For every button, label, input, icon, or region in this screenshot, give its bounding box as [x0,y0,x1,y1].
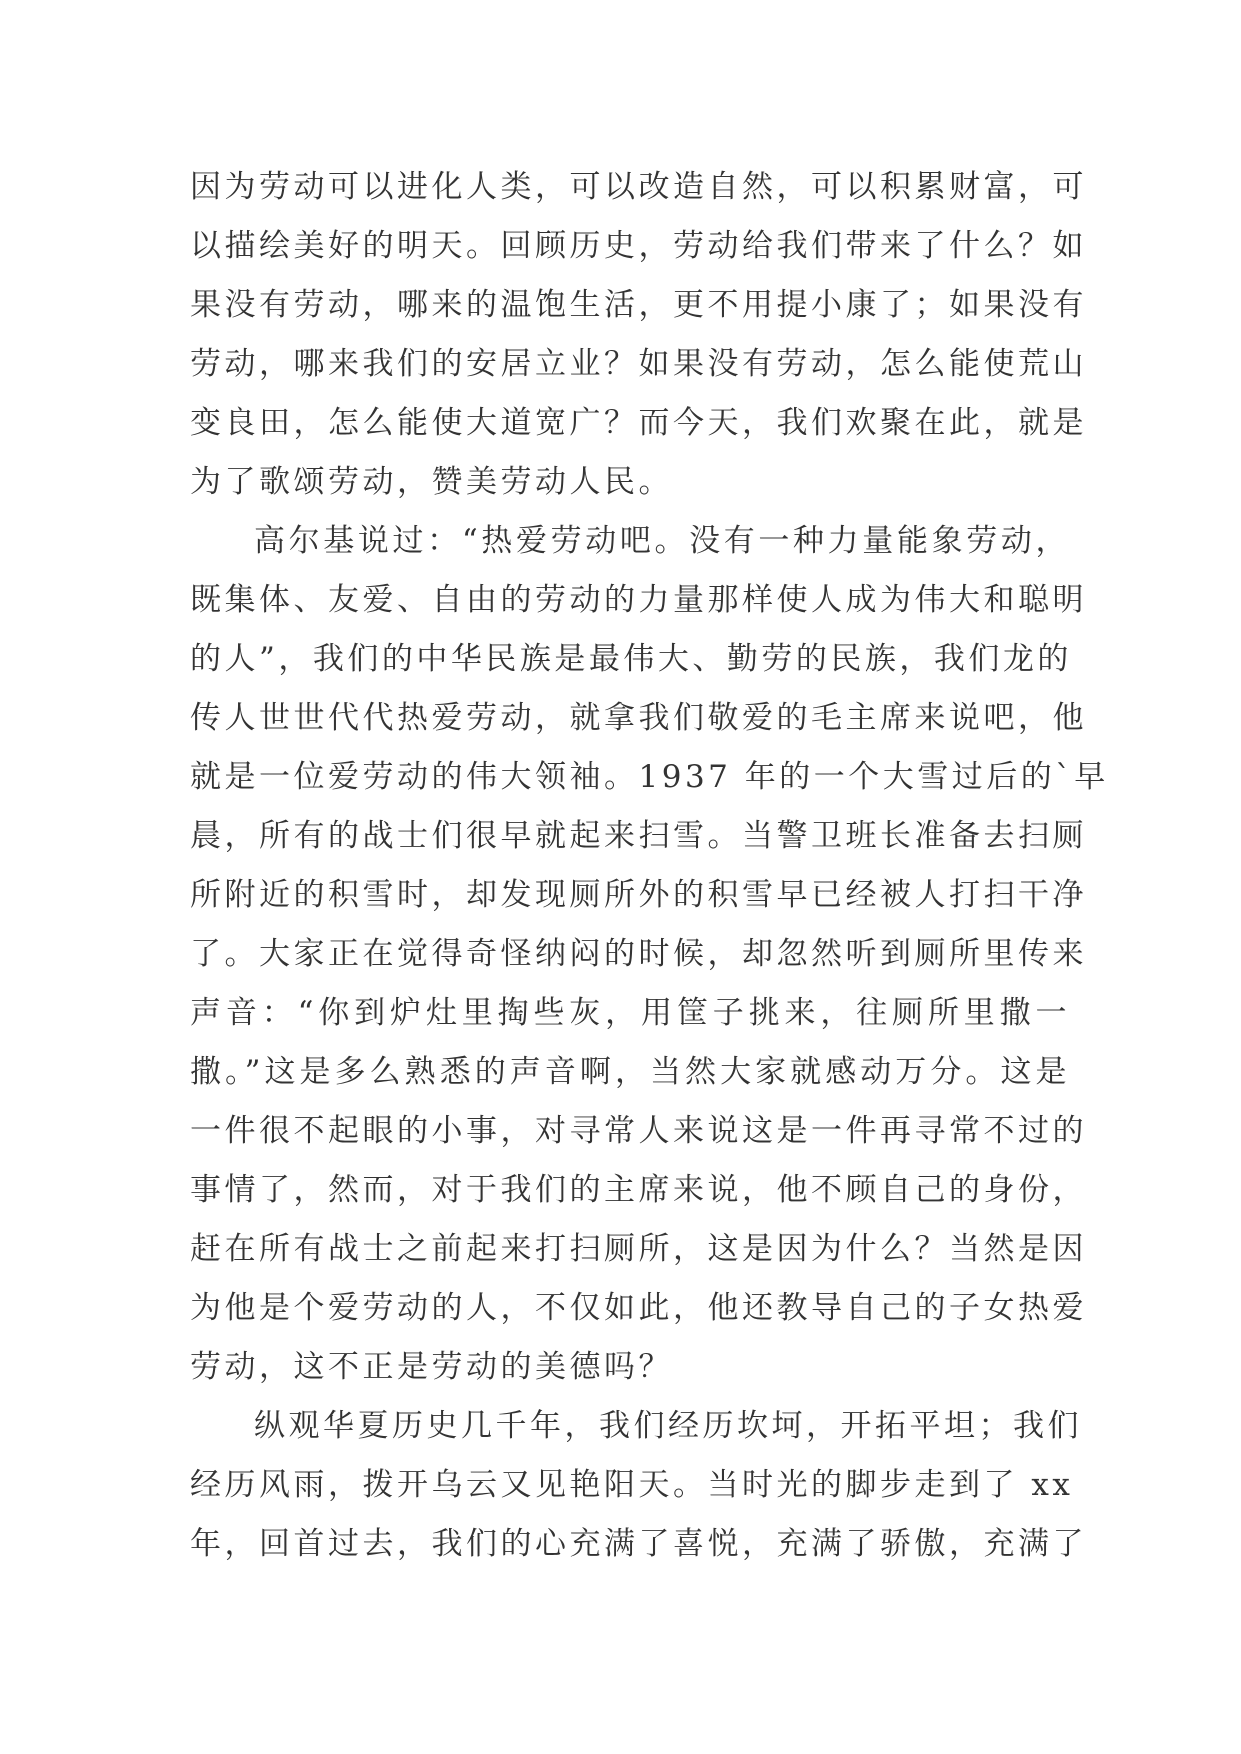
paragraph-line: 的人”，我们的中华民族是最伟大、勤劳的民族，我们龙的 [190,641,1072,677]
paragraph-line: 晨，所有的战士们很早就起来扫雪。当警卫班长准备去扫厕 [190,818,1087,854]
paragraph-line: 撒。”这是多么熟悉的声音啊，当然大家就感动万分。这是 [190,1054,1070,1090]
paragraph-line: 赶在所有战士之前起来打扫厕所，这是因为什么？当然是因 [190,1231,1087,1267]
paragraph-line: 劳动，哪来我们的安居立业？如果没有劳动，怎么能使荒山 [190,346,1087,382]
paragraph-line: 经历风雨，拨开乌云又见艳阳天。当时光的脚步走到了 xx [190,1467,1074,1503]
paragraph-line: 以描绘美好的明天。回顾历史，劳动给我们带来了什么？如 [190,228,1087,264]
paragraph-line: 变良田，怎么能使大道宽广？而今天，我们欢聚在此，就是 [190,405,1087,441]
paragraph-line: 年，回首过去，我们的心充满了喜悦，充满了骄傲，充满了 [190,1526,1087,1562]
paragraph-line: 为了歌颂劳动，赞美劳动人民。 [190,464,673,500]
body-text [190,158,1109,1574]
paragraph-line: 一件很不起眼的小事，对寻常人来说这是一件再寻常不过的 [190,1113,1087,1149]
paragraph-line: 所附近的积雪时，却发现厕所外的积雪早已经被人打扫干净 [190,877,1087,913]
paragraph-line: 纵观华夏历史几千年，我们经历坎坷，开拓平坦；我们 [254,1408,1082,1444]
paragraph-line: 声音：“你到炉灶里掏些灰，用筐子挑来，往厕所里撒一 [190,995,1070,1031]
paragraph-line: 高尔基说过：“热爱劳动吧。没有一种力量能象劳动， [254,523,1070,559]
paragraph-line: 既集体、友爱、自由的劳动的力量那样使人成为伟大和聪明 [190,582,1087,618]
paragraph-line: 了。大家正在觉得奇怪纳闷的时候，却忽然听到厕所里传来 [190,936,1087,972]
paragraph-line: 为他是个爱劳动的人，不仅如此，他还教导自己的子女热爱 [190,1290,1087,1326]
paragraph-line: 事情了，然而，对于我们的主席来说，他不顾自己的身份， [190,1172,1087,1208]
paragraph-line: 劳动，这不正是劳动的美德吗？ [190,1349,673,1385]
paragraph-line: 因为劳动可以进化人类，可以改造自然，可以积累财富，可 [190,169,1087,205]
paragraph-line: 果没有劳动，哪来的温饱生活，更不用提小康了；如果没有 [190,287,1087,323]
paragraph-line: 就是一位爱劳动的伟大领袖。1937 年的一个大雪过后的`早 [190,759,1109,795]
paragraph-line: 传人世世代代热爱劳动，就拿我们敬爱的毛主席来说吧，他 [190,700,1087,736]
